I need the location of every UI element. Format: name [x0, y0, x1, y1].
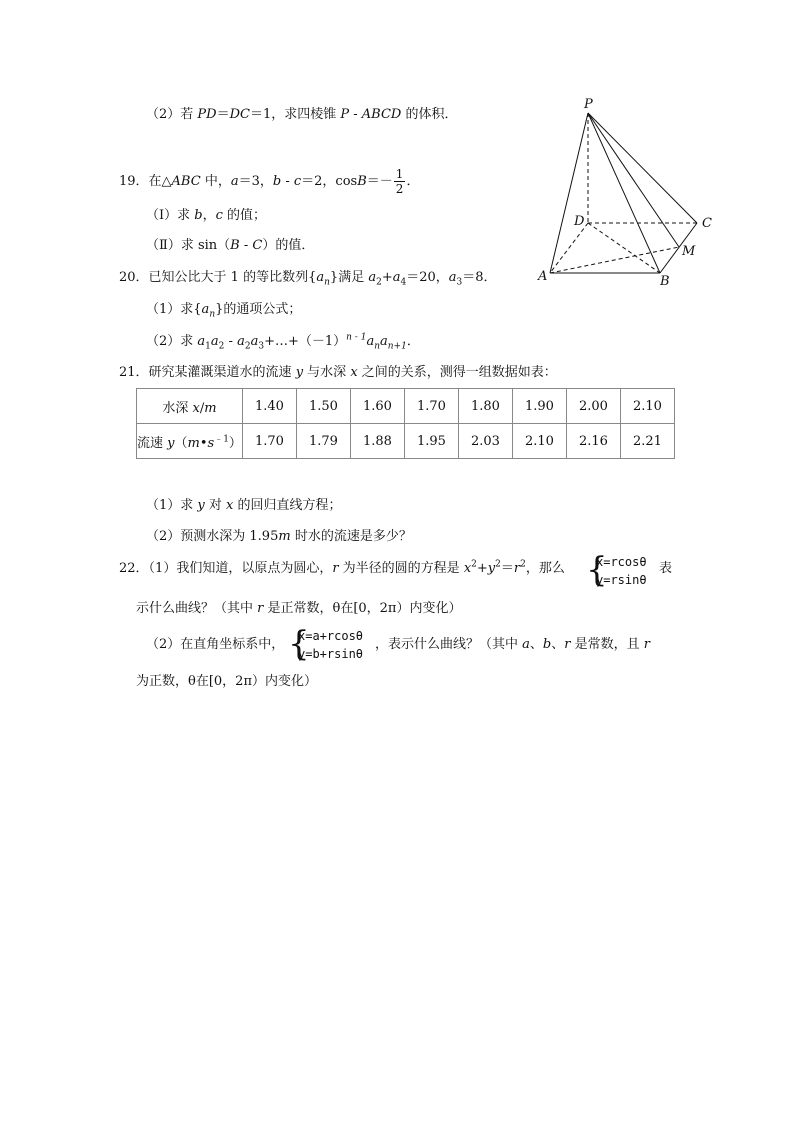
header-speed: 流速 $y(m•s^{﹣1})$ [137, 424, 243, 459]
param-system-2: { x=a+rcosθ y=b+rsinθ [288, 624, 364, 664]
label-B: B [660, 274, 670, 289]
pyramid-figure [530, 95, 720, 290]
q20-part2: （2）求 $a_1a_2$ - $a_2a_3+\dots+(-1)^{n - 1}a_na_{n+1}$． [146, 332, 420, 352]
fraction: $\frac{1}{2}$ [395, 167, 404, 196]
speed-cell: 2.10 [512, 424, 566, 459]
speed-cell: 1.95 [404, 424, 458, 459]
q21-stem: 21．研究某灌溉渠道水的流速 y 与水深 x 之间的关系，测得一组数据如表： [119, 365, 557, 380]
edge-PB [588, 113, 660, 273]
depth-cell: 1.50 [296, 389, 350, 424]
q19-stem: 19．在△ABC 中，a＝3，b - c＝2，cosB＝－ $\frac{1}{2}$ ． [119, 167, 420, 196]
speed-cell: 2.16 [566, 424, 620, 459]
speed-cell: 2.03 [458, 424, 512, 459]
q22-tail: 表 [659, 561, 673, 576]
depth-cell: 2.00 [566, 389, 620, 424]
edge-PA [550, 113, 588, 273]
table-row-speed [137, 424, 675, 459]
q22-part2-lead: （2）在直角坐标系中， [146, 637, 285, 652]
edge-AM [550, 247, 679, 273]
q21-part1: （1）求 y 对 x 的回归直线方程； [146, 498, 342, 513]
q19-part2: （Ⅱ）求 sin（B - C）的值． [146, 238, 315, 253]
label-A: A [538, 269, 548, 284]
label-C: C [702, 216, 712, 231]
depth-cell: 1.80 [458, 389, 512, 424]
speed-cell: 1.70 [242, 424, 296, 459]
speed-cell: 1.88 [350, 424, 404, 459]
table-row-depth [137, 389, 675, 424]
depth-cell: 2.10 [620, 389, 674, 424]
depth-cell: 1.90 [512, 389, 566, 424]
speed-cell: 1.79 [296, 424, 350, 459]
edge-PM [588, 113, 679, 247]
label-P: P [584, 97, 593, 112]
param-system-1: { x=rcosθ y=rsinθ [586, 550, 647, 590]
q21-part2: （2）预测水深为 1.95m 时水的流速是多少？ [146, 529, 412, 544]
label-D: D [574, 214, 585, 229]
speed-cell: 2.21 [620, 424, 674, 459]
q19-part1: （Ⅰ）求 b，c 的值； [146, 208, 267, 223]
depth-cell: 1.60 [350, 389, 404, 424]
header-depth: 水深 x/m [137, 389, 243, 424]
q20-part1: （1）求$\{a_n\}$的通项公式； [146, 302, 302, 320]
q22-part2-line1: ，表示什么曲线？（其中 a、b、r 是常数，且 r [375, 637, 650, 652]
depth-cell: 1.40 [242, 389, 296, 424]
q20-stem: 20．已知公比大于 1 的等比数列$\{a_n\}$满足 $a_2+a_4=20$，$a_3=8$． [119, 270, 497, 288]
edge-PC [588, 113, 697, 223]
label-M: M [682, 244, 696, 259]
q18-part2: （2）若 PD＝DC＝1，求四棱锥 P - ABCD 的体积． [146, 107, 458, 122]
q22-part2-line2: 为正数，θ在[0，2π）内变化） [136, 674, 317, 689]
data-table [136, 388, 675, 459]
q22-part1-line1: 22．（1）我们知道，以原点为圆心，r 为半径的圆的方程是 $x^2+y^2=r^2$，那么 [119, 559, 565, 576]
q22-part1-line2: 示什么曲线？（其中 r 是正常数，θ在[0，2π）内变化） [136, 601, 462, 616]
depth-cell: 1.70 [404, 389, 458, 424]
